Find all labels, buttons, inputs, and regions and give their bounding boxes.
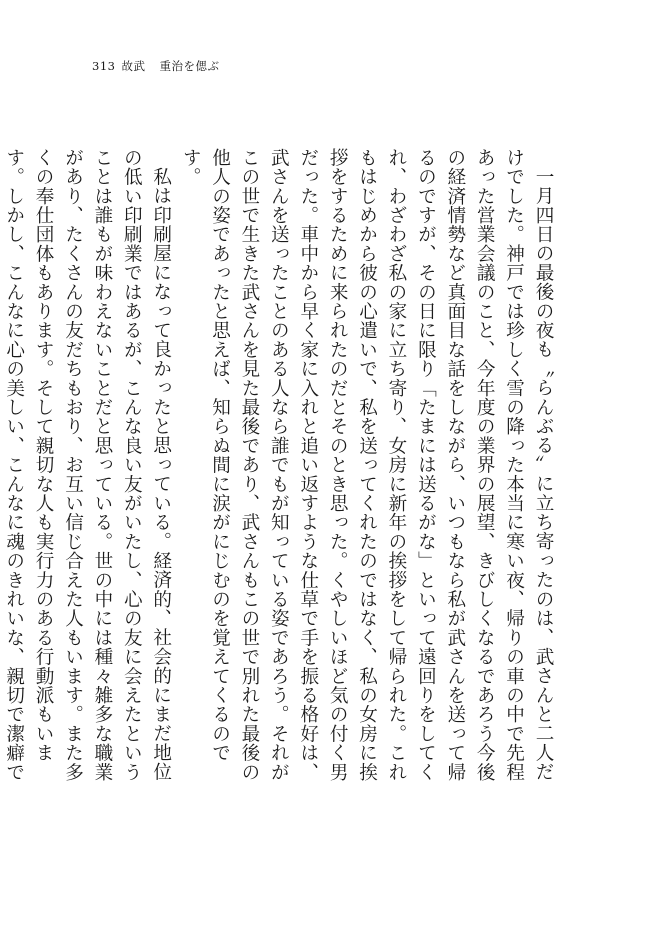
vertical-body-text [3, 148, 558, 788]
paragraph: 一月四日の最後の夜も〝らんぶる〟に立ち寄ったのは、武さんと二人だけでした。神戸では珍しく雪の降った本当に寒い夜、帰りの車の中で先程あった営業会議のこと、今年度の業界の展望、きびしくなるであろう今後の経済情勢など真面目な話をしながら、いつもなら私が武さんを送って帰るのですが、その日に限り「たまには送るがな」といって遠回りをしてくれ、わざわざ私の家に立ち寄り、女房に新年の挨拶をして帰られた。これもはじめから彼の心遣いで、私を送ってくれたのではなく、私の女房に挨拶をするために来られたのだとそのとき思った。くやしいほど気の付く男だった。車中から早く家に入れと追い返すような仕草で手を振る格好は、武さんを送ったことのある人なら誰でもが知っている姿であろう。それがこの世で生きた武さんを見た最後であり、武さんもこの世で別れた最後の他人の姿であったと思えば、知らぬ間に涙がにじむのを覚えてくるのです。 [180, 148, 554, 782]
page-number: 313 [92, 59, 116, 73]
running-head-section: 故武 [121, 59, 146, 73]
running-head [92, 58, 219, 74]
paragraph: 私は印刷屋になって良かったと思っている。経済的、社会的にまだ地位の低い印刷業ではあるが、こんな良い友がいたし、心の友に会えたということは誰もが味わえないことだと思っている。世の中には種々雑多な職業があり、たくさんの友だちもおり、お互い信じ合えた人もいます。また多くの奉仕団体もあります。そして親切な人も実行力のある行動派もいます。しかし、こんなに心の美しい、こんなに魂のきれいな、親切で潔癖で [3, 148, 172, 782]
running-head-title: 重治を偲ぶ [159, 59, 220, 73]
